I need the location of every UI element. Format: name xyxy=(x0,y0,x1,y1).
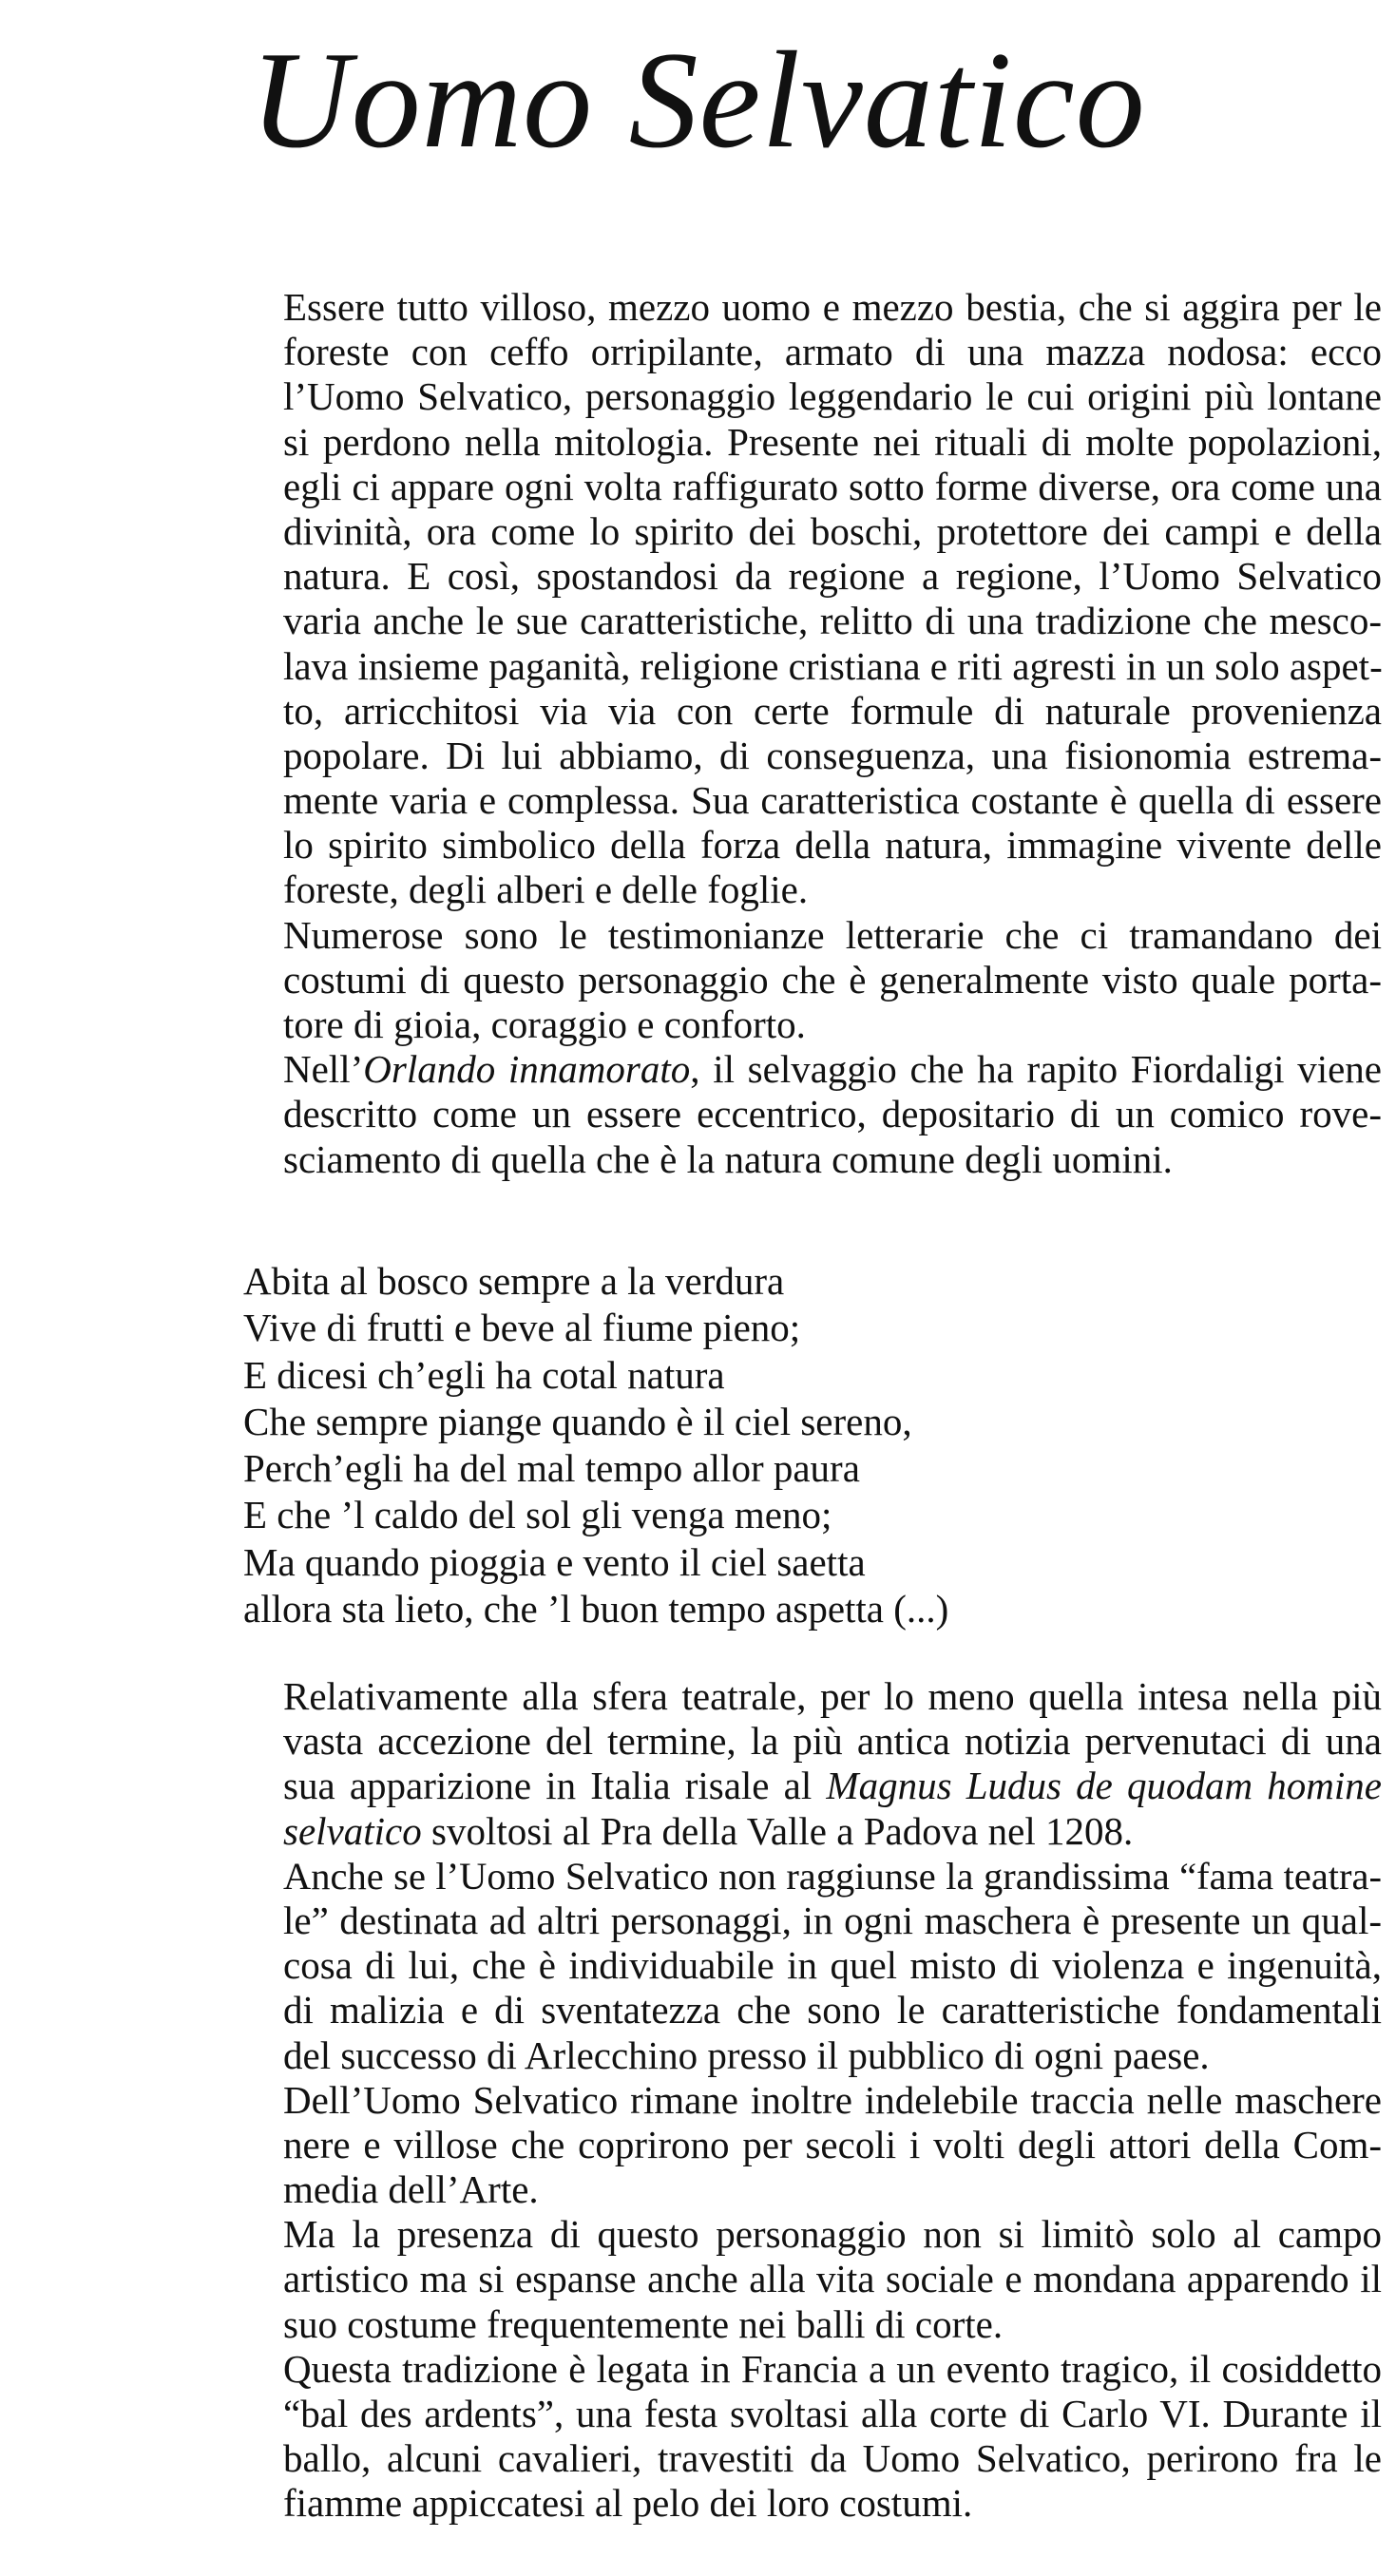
text-run: , il selvaggio che ha rapito Fiordaligi viene xyxy=(690,1047,1382,1092)
verse-line: Ma quando pioggia e vento il ciel saetta xyxy=(243,1539,866,1584)
paragraph-block-1 xyxy=(283,285,1382,1182)
text-line: vasta accezione del termine, la più antica notizia pervenutaci di una xyxy=(283,1719,1382,1764)
text-line: artistico ma si espanse anche alla vita sociale e mondana apparendo il xyxy=(283,2257,1382,2301)
text-line: descritto come un essere eccentrico, depositario di un comico rove- xyxy=(283,1092,1382,1136)
text-line: costumi di questo personaggio che è generalmente visto quale porta- xyxy=(283,957,1382,1002)
text-line: lo spirito simbolico della forza della natura, immagine vivente delle xyxy=(283,823,1382,868)
text-line: Essere tutto villoso, mezzo uomo e mezzo bestia, che si aggira per le xyxy=(283,285,1382,329)
text-run: svoltosi al Pra della Valle a Padova nel 1208. xyxy=(421,1808,1134,1853)
paragraph-block-2 xyxy=(283,1674,1382,2527)
text-line: nere e villose che coprirono per secoli i volti degli attori della Com- xyxy=(283,2122,1382,2166)
text-line: le” destinata ad altri personaggi, in ogni maschera è presente un qual- xyxy=(283,1898,1382,1942)
text-line: Ma la presenza di questo personaggio non si limitò solo al campo xyxy=(283,2212,1382,2257)
text-line: ballo, alcuni cavalieri, travestiti da Uomo Selvatico, perirono fra le xyxy=(283,2436,1382,2481)
text-run: sua apparizione in Italia risale al xyxy=(283,1764,827,1808)
text-line: tore di gioia, coraggio e conforto. xyxy=(283,1002,806,1046)
verse-line: E che ’l caldo del sol gli venga meno; xyxy=(243,1493,832,1537)
text-line: Dell’Uomo Selvatico rimane inoltre indelebile traccia nelle maschere xyxy=(283,2077,1382,2122)
work-title: selvatico xyxy=(283,1808,422,1853)
text-line: popolare. Di lui abbiamo, di conseguenza, una fisionomia estrema- xyxy=(283,733,1382,777)
text-line: del successo di Arlecchino presso il pubblico di ogni paese. xyxy=(283,2032,1210,2077)
text-line: “bal des ardents”, una festa svoltasi alla corte di Carlo VI. Durante il xyxy=(283,2392,1382,2435)
text-line: media dell’Arte. xyxy=(283,2167,539,2212)
text-line: suo costume frequentemente nei balli di corte. xyxy=(283,2301,1004,2346)
text-line: lava insieme paganità, religione cristiana e riti agresti in un solo aspet- xyxy=(283,643,1383,688)
text-line: fiamme appiccatesi al pelo dei loro costumi. xyxy=(283,2481,973,2526)
text-line: varia anche le sue caratteristiche, relitto di una tradizione che mesco- xyxy=(283,599,1382,643)
work-title: Magnus Ludus de quodam homine xyxy=(826,1764,1382,1808)
book-title: Orlando innamorato xyxy=(363,1047,691,1092)
text-line: si perdono nella mitologia. Presente nei rituali di molte popolazioni, xyxy=(283,419,1382,464)
verse-line: allora sta lieto, che ’l buon tempo aspetta (...) xyxy=(243,1587,949,1631)
text-line: foreste con ceffo orripilante, armato di una mazza nodosa: ecco xyxy=(283,330,1382,374)
verse-line: Vive di frutti e beve al fiume pieno; xyxy=(243,1306,801,1350)
verse-line: E dicesi ch’egli ha cotal natura xyxy=(243,1352,725,1397)
verse-line: Perch’egli ha del mal tempo allor paura xyxy=(243,1446,860,1491)
text-line-with-title xyxy=(283,1047,1382,1092)
text-line: di malizia e di sventatezza che sono le caratteristiche fondamentali xyxy=(283,1988,1382,2032)
text-line: to, arricchitosi via via con certe formule di naturale provenienza xyxy=(283,688,1382,733)
text-line: l’Uomo Selvatico, personaggio leggendario le cui origini più lontane xyxy=(283,374,1382,419)
text-line: sciamento di quella che è la natura comune degli uomini. xyxy=(283,1136,1173,1181)
verse-line: Che sempre piange quando è il ciel sereno, xyxy=(243,1399,912,1443)
text-line: Questa tradizione è legata in Francia a un evento tragico, il cosiddetto xyxy=(283,2346,1382,2391)
text-line: egli ci appare ogni volta raffigurato sotto forme diverse, ora come una xyxy=(283,464,1382,508)
text-line: Anche se l’Uomo Selvatico non raggiunse la grandissima “fama teatra- xyxy=(283,1854,1382,1898)
page-title: Uomo Selvatico xyxy=(250,23,1146,177)
text-line: divinità, ora come lo spirito dei boschi, protettore dei campi e della xyxy=(283,508,1382,553)
text-line: Numerose sono le testimonianze letterarie che ci tramandano dei xyxy=(283,912,1382,957)
text-line: cosa di lui, che è individuabile in quel misto di violenza e ingenuità, xyxy=(283,1943,1382,1988)
text-line: mente varia e complessa. Sua caratteristica costante è quella di essere xyxy=(283,778,1382,823)
text-line-with-title xyxy=(283,1764,1382,1808)
text-line: foreste, degli alberi e delle foglie. xyxy=(283,868,809,912)
text-run: Nell’ xyxy=(283,1047,364,1092)
verse-line: Abita al bosco sempre a la verdura xyxy=(243,1259,785,1303)
text-line: natura. E così, spostandosi da regione a regione, l’Uomo Selvatico xyxy=(283,554,1382,599)
verse-quote xyxy=(243,1258,1194,1632)
text-line-with-title xyxy=(283,1809,1382,1854)
text-line: Relativamente alla sfera teatrale, per lo meno quella intesa nella più xyxy=(283,1674,1382,1718)
